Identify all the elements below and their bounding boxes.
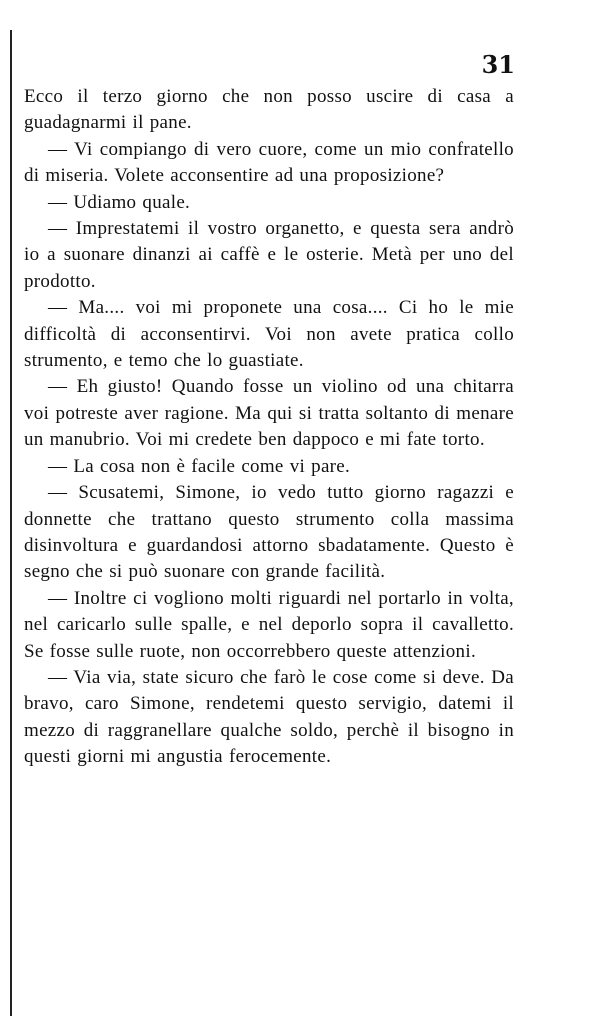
paragraph-5: — Ma.... voi mi proponete una cosa.... Ci ho le mie difficoltà di acconsentirvi. Voi non avete pratica collo strumento, e temo che lo guastiate.	[24, 297, 514, 372]
paragraph-10: — Via via, state sicuro che farò le cose come si deve. Da bravo, caro Simone, rendetemi questo servigio, datemi il mezzo di raggranellare qualche soldo, perchè il bisogno in questi giorni mi angustia ferocemente.	[24, 666, 514, 768]
paragraph-9: — Inoltre ci vogliono molti riguardi nel portarlo in volta, nel caricarlo sulle spalle, e nel deporlo sopra il cavalletto. Se fosse sulle ruote, non occorrebbero queste attenzioni.	[24, 587, 514, 662]
paragraph-4: — Imprestatemi il vostro organetto, e questa sera andrò io a suonare dinanzi ai caffè e le osterie. Metà per uno del prodotto.	[24, 218, 514, 292]
paragraph-1: Ecco il terzo giorno che non posso uscire di casa a guadagnarmi il pane.	[24, 86, 514, 134]
page-number: 31	[481, 50, 515, 79]
paragraph-7: — La cosa non è facile come vi pare.	[48, 455, 351, 477]
paragraph-3: — Udiamo quale.	[48, 191, 191, 213]
page-spine-shadow	[10, 30, 12, 1016]
paragraph-2: — Vi compiango di vero cuore, come un mio confratello di miseria. Volete acconsentire ad una proposizione?	[24, 138, 514, 187]
paragraph-8: — Scusatemi, Simone, io vedo tutto giorno ragazzi e donnette che trattano questo strumento colla massima disinvoltura e guardandosi attorno sbadatamente. Questo è segno che si può suonare con grande facilità.	[24, 482, 514, 583]
paragraph-6: — Eh giusto! Quando fosse un violino od una chitarra voi potreste aver ragione. Ma qui si tratta soltanto di menare un manubrio. Voi mi credete ben dappoco e mi fate torto.	[24, 376, 514, 451]
body-text	[24, 84, 514, 771]
